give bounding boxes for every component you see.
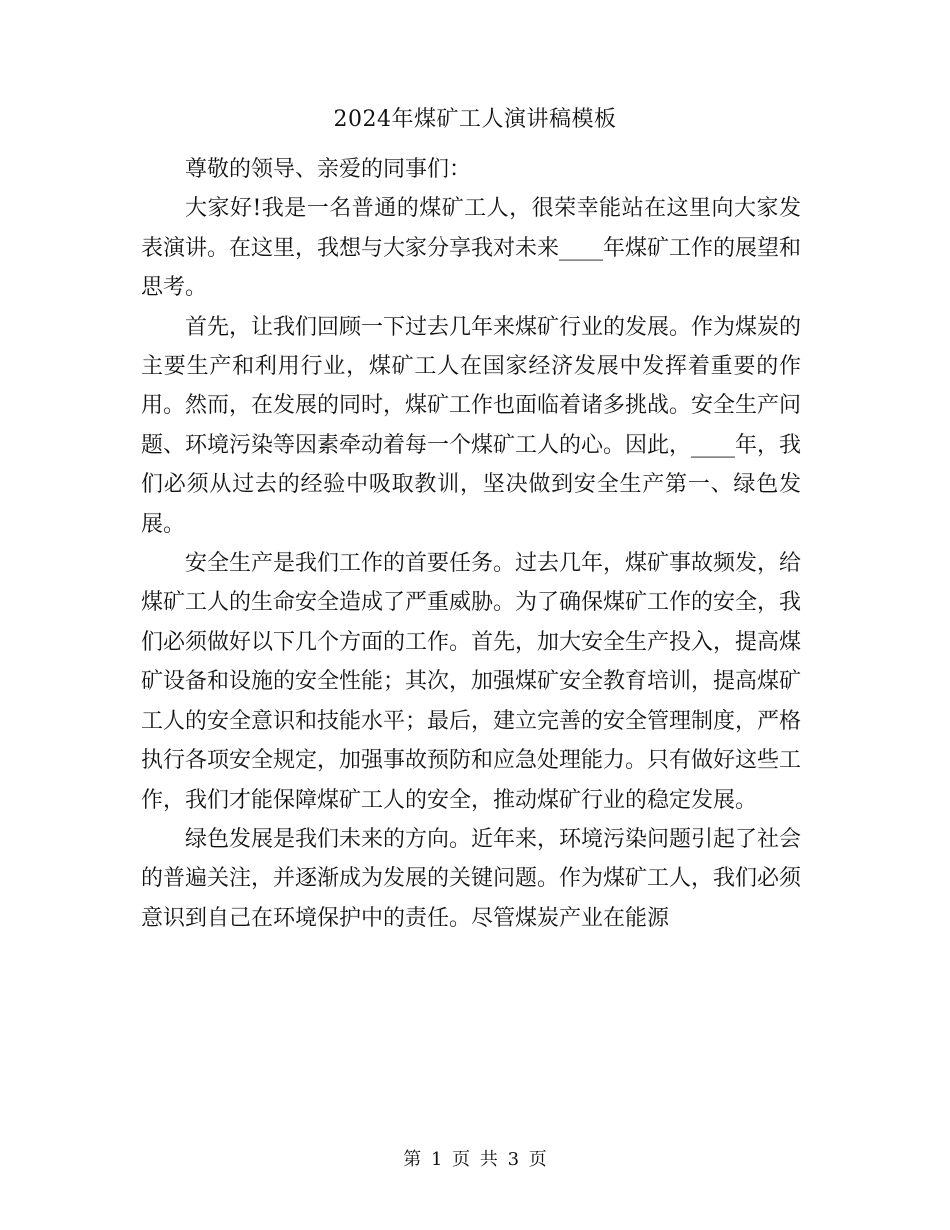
safety-paragraph: 安全生产是我们工作的首要任务。过去几年，煤矿事故频发，给煤矿工人的生命安全造成了严重威胁。为了确保煤矿工作的安全，我们必须做好以下几个方面的工作。首先，加大安全生产投入，提高煤矿设备和设施的安全性能；其次，加强煤矿安全教育培训，提高煤矿工人的安全意识和技能水平；最后，建立完善的安全管理制度，严格执行各项安全规定，加强事故预防和应急处理能力。只有做好这些工作，我们才能保障煤矿工人的安全，推动煤矿行业的稳定发展。 xyxy=(141,551,802,813)
review-paragraph: 首先，让我们回顾一下过去几年来煤矿行业的发展。作为煤炭的主要生产和利用行业，煤矿工人在国家经济发展中发挥着重要的作用。然而，在发展的同时，煤矿工作也面临着诸多挑战。安全生产问题、环境污染等因素牵动着每一个煤矿工人的心。因此，____年，我们必须从过去的经验中吸取教训，坚决做到安全生产第一、绿色发展。 xyxy=(141,314,802,537)
green-development-paragraph: 绿色发展是我们未来的方向。近年来，环境污染问题引起了社会的普遍关注，并逐渐成为发展的关键问题。作为煤矿工人，我们必须意识到自己在环境保护中的责任。尽管煤炭产业在能源 xyxy=(141,826,802,931)
document-body xyxy=(141,150,801,938)
intro-paragraph: 大家好!我是一名普通的煤矿工人，很荣幸能站在这里向大家发表演讲。在这里，我想与大家分享我对未来____年煤矿工作的展望和思考。 xyxy=(141,196,802,301)
document-title: 2024年煤矿工人演讲稿模板 xyxy=(333,107,617,132)
salutation-paragraph: 尊敬的领导、亲爱的同事们： xyxy=(185,157,472,182)
page-number-footer: 第 1 页 共 3 页 xyxy=(403,1149,547,1170)
